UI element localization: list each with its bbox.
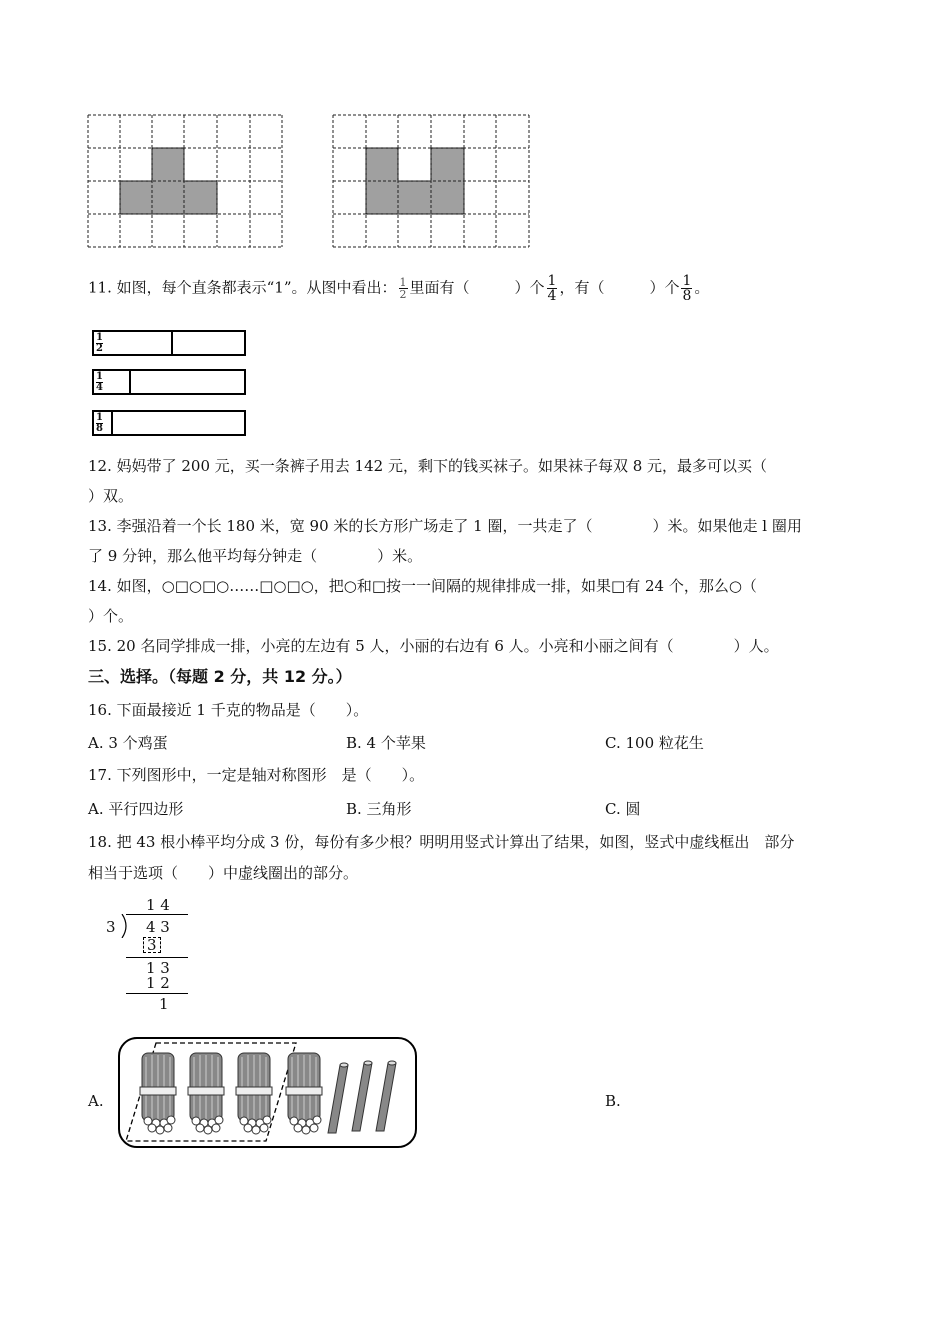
- division-top-rule: [126, 914, 188, 915]
- q16-option-a[interactable]: A. 3 个鸡蛋: [88, 734, 168, 752]
- right-grid: [333, 115, 529, 247]
- division-remainder: 1: [159, 995, 169, 1013]
- division-rule-1: [126, 957, 188, 958]
- q18-option-a-picture[interactable]: [118, 1037, 418, 1149]
- division-bracket: [120, 914, 132, 938]
- q11-fraction-eighth: $\frac{1}{8}$: [682, 273, 692, 304]
- division-rule-2: [126, 993, 188, 994]
- q16-stem: 16. 下面最接近 1 千克的物品是（ ）。: [88, 701, 369, 719]
- q17-stem: 17. 下列图形中，一定是轴对称图形 是（ ）。: [88, 766, 425, 784]
- bar-quarter-label: 1 4: [96, 371, 103, 393]
- q14-line-1: 14. 如图，○□○□○……□○□○，把○和□按一一间隔的规律排成一排，如果□有 24 个，那么○（: [88, 577, 757, 595]
- q11-fraction-half: $\frac{1}{2}$: [399, 276, 407, 301]
- bundle-1: [140, 1053, 176, 1134]
- division-quotient: 1 4: [146, 896, 170, 914]
- q16-option-c[interactable]: C. 100 粒花生: [605, 734, 704, 752]
- q14-line-2: ）个。: [88, 607, 134, 625]
- q17-option-a[interactable]: A. 平行四边形: [88, 800, 184, 818]
- q17-option-b[interactable]: B. 三角形: [346, 800, 412, 818]
- bar-half-segment: [94, 332, 173, 354]
- q18-line-1: 18. 把 43 根小棒平均分成 3 份，每份有多少根？明明用竖式计算出了结果，如图，竖式中虚线框出 部分: [88, 833, 795, 851]
- q17-option-c[interactable]: C. 圆: [605, 800, 641, 818]
- q11-fraction-quarter: $\frac{1}{4}$: [547, 273, 557, 304]
- q15-line-1: 15. 20 名同学排成一排，小亮的左边有 5 人，小丽的右边有 6 人。小亮和小丽之间有（ ）人。: [88, 637, 779, 655]
- q18-option-b-label[interactable]: B.: [605, 1092, 621, 1110]
- division-dividend: 4 3: [146, 918, 170, 936]
- division-step-remainder: 1 3: [146, 959, 170, 977]
- division-divisor: 3: [106, 918, 116, 936]
- bundle-3: [236, 1053, 272, 1134]
- division-second-product: 1 2: [146, 974, 170, 992]
- fraction-bar-half: [92, 330, 246, 356]
- q11-text-4: 。: [694, 278, 710, 297]
- long-division: [104, 895, 204, 1015]
- section-3-title: 三、选择。（每题 2 分，共 12 分。）: [88, 667, 352, 686]
- bar-half-label: 1 2: [96, 332, 103, 354]
- q11-question: [88, 274, 709, 303]
- bundle-4: [286, 1053, 322, 1134]
- q16-option-b[interactable]: B. 4 个苹果: [346, 734, 426, 752]
- q13-line-2: 了 9 分钟，那么他平均每分钟走（ ）米。: [88, 547, 423, 565]
- q12-line-2: ）双。: [88, 487, 134, 505]
- division-first-product: 3: [143, 937, 161, 953]
- fraction-bar-eighth: [92, 410, 246, 436]
- q12-line-1: 12. 妈妈带了 200 元，买一条裤子用去 142 元，剩下的钱买袜子。如果袜子每双 8 元，最多可以买（: [88, 457, 768, 475]
- q18-line-2: 相当于选项（ ）中虚线圈出的部分。: [88, 864, 359, 882]
- grid-figures: [80, 108, 550, 254]
- q11-text-1: 11. 如图，每个直条都表示“1”。从图中看出：: [88, 278, 397, 297]
- bundle-2: [188, 1053, 224, 1134]
- q13-line-1: 13. 李强沿着一个长 180 米，宽 90 米的长方形广场走了 1 圈，一共走了（ ）米。如果他走 l 圈用: [88, 517, 802, 535]
- q18-option-a-label[interactable]: A.: [88, 1092, 104, 1110]
- q11-text-2: 里面有（ ）个: [409, 278, 545, 297]
- fraction-bar-quarter: [92, 369, 246, 395]
- left-grid: [88, 115, 282, 247]
- q11-text-3: ，有（ ）个: [559, 278, 680, 297]
- bar-eighth-label: 1 8: [96, 412, 103, 434]
